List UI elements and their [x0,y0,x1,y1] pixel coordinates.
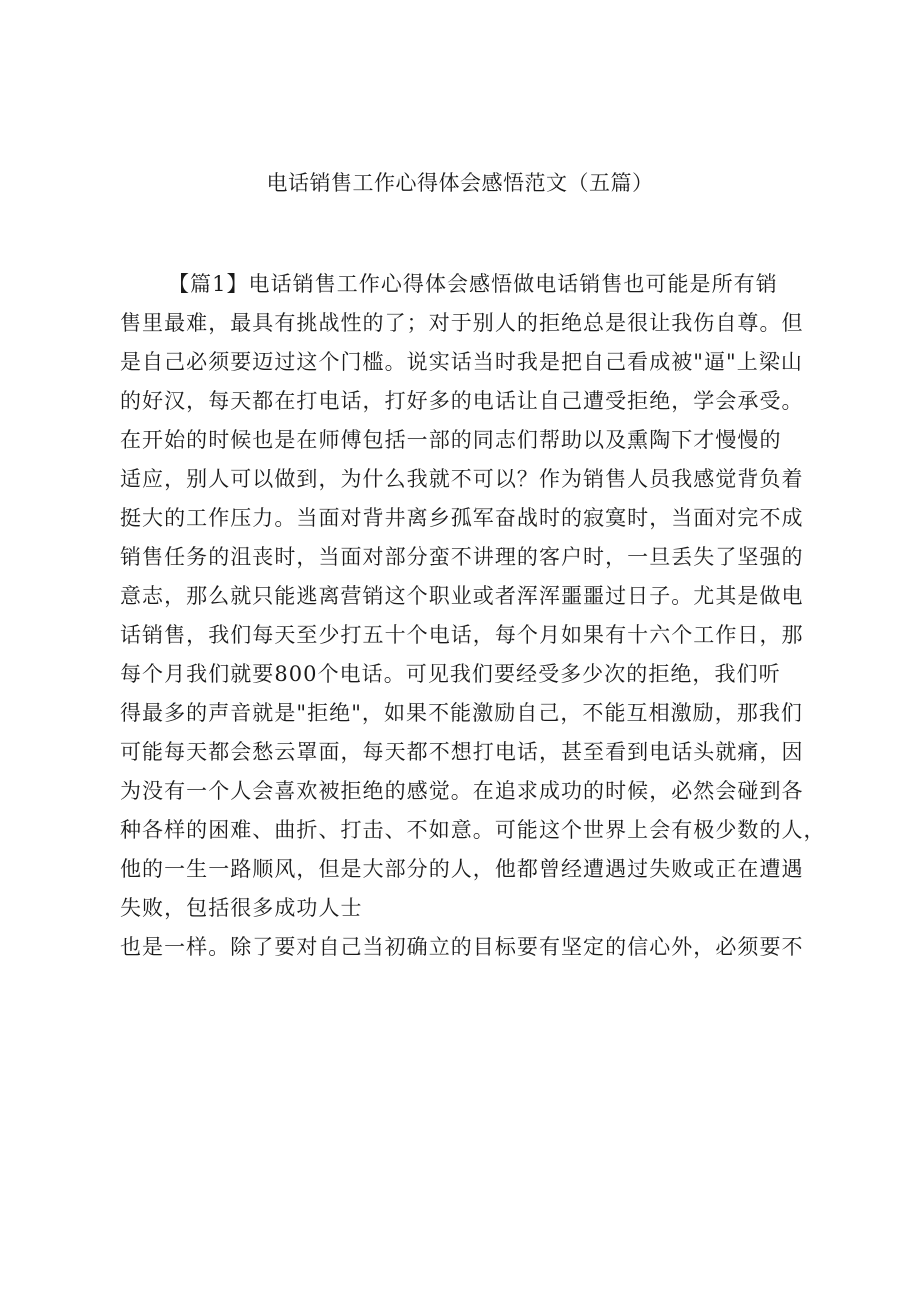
paragraph-line: 种各样的困难、曲折、打击、不如意。可能这个世界上会有极少数的人， [120,818,826,842]
paragraph-line: 得最多的声音就是"拒绝"，如果不能激励自己，不能互相激励，那我们 [120,701,803,725]
paragraph-line: 话销售，我们每天至少打五十个电话，每个月如果有十六个工作日，那 [120,623,804,647]
paragraph-line: 在开始的时候也是在师傅包括一部的同志们帮助以及熏陶下才慢慢的 [120,428,782,452]
paragraph-line: 【篇1】电话销售工作心得体会感悟做电话销售也可能是所有销 [168,272,778,296]
paragraph-line: 销售任务的沮丧时，当面对部分蛮不讲理的客户时，一旦丢失了坚强的 [120,545,804,569]
paragraph-line: 为没有一个人会喜欢被拒绝的感觉。在追求成功的时候，必然会碰到各 [120,779,804,803]
paragraph-line: 的好汉，每天都在打电话，打好多的电话让自己遭受拒绝，学会承受。 [120,389,804,413]
document-body [120,265,832,967]
document-title: 电话销售工作心得体会感悟范文（五篇） [266,171,654,195]
paragraph-line: 每个月我们就要800个电话。可见我们要经受多少次的拒绝，我们听 [120,662,781,686]
paragraph-line: 售里最难，最具有挑战性的了；对于别人的拒绝总是很让我伤自尊。但 [120,311,804,335]
paragraph-line: 是自己必须要迈过这个门槛。说实话当时我是把自己看成被"逼"上梁山 [120,350,803,374]
paragraph-line: 适应，别人可以做到，为什么我就不可以？作为销售人员我感觉背负着 [120,467,804,491]
paragraph-line: 挺大的工作压力。当面对背井离乡孤军奋战时的寂寞时，当面对完不成 [120,506,804,530]
paragraph-line: 也是一样。除了要对自己当初确立的目标要有坚定的信心外，必须要不 [120,935,804,959]
paragraph-line: 失败，包括很多成功人士 [120,896,363,920]
paragraph-line: 意志，那么就只能逃离营销这个职业或者浑浑噩噩过日子。尤其是做电 [120,584,804,608]
paragraph-line: 他的一生一路顺风，但是大部分的人，他都曾经遭遇过失败或正在遭遇 [120,857,804,881]
paragraph-line: 可能每天都会愁云罩面，每天都不想打电话，甚至看到电话头就痛，因 [120,740,804,764]
